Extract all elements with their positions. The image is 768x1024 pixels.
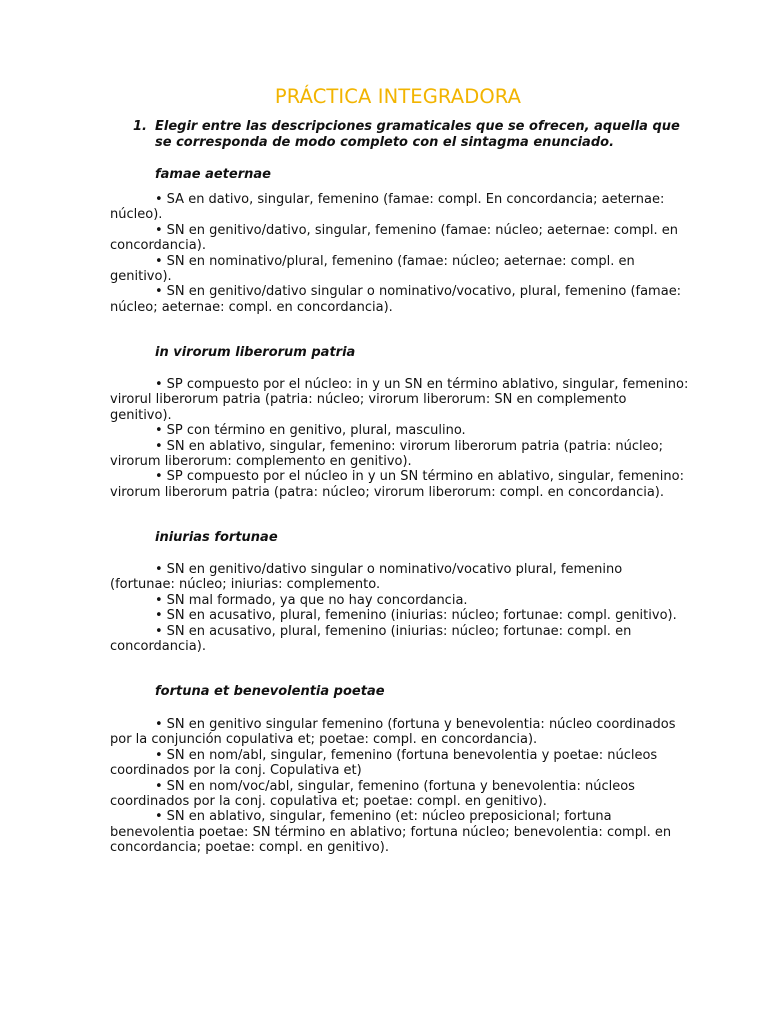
option-text: SN mal formado, ya que no hay concordancia.	[166, 592, 468, 608]
bullet-icon: •	[155, 778, 163, 794]
bullet-icon: •	[155, 253, 163, 269]
bullet-icon: •	[155, 423, 163, 439]
instruction-number: 1.	[133, 119, 147, 134]
option-item	[110, 593, 690, 608]
option-item	[110, 748, 690, 779]
option-text: SN en nominativo/plural, femenino (famae: núcleo; aeternae: compl. en genitivo).	[110, 253, 635, 285]
section-heading: in virorum liberorum patria	[155, 345, 356, 360]
option-item	[110, 779, 690, 810]
bullet-icon: •	[155, 469, 163, 485]
option-text: SN en ablativo, singular, femenino (et: núcleo preposicional; fortuna benevolentia poetae: SN término en ablativo; fortuna núcleo; benevolentia: compl. en concordancia; poetae: compl. en genitivo).	[110, 809, 672, 856]
bullet-icon: •	[155, 608, 163, 624]
section-heading: fortuna et benevolentia poetae	[155, 684, 385, 699]
bullet-icon: •	[155, 623, 163, 639]
option-text: SN en genitivo/dativo, singular, femenino (famae: núcleo; aeternae: compl. en concordancia).	[110, 222, 679, 254]
bullet-icon: •	[155, 222, 163, 238]
instruction-text: Elegir entre las descripciones gramaticales que se ofrecen, aquella que se corresponda de modo completo con el sintagma enunciado.	[155, 119, 680, 150]
option-item	[110, 562, 690, 593]
options-list	[110, 192, 690, 315]
option-item	[110, 284, 690, 315]
option-text: SP compuesto por el núcleo: in y un SN en término ablativo, singular, femenino: virorul liberorum patria (patria: núcleo; virorum liberorum: SN en complemento genitivo).	[110, 377, 689, 423]
bullet-icon: •	[155, 438, 163, 454]
option-item	[110, 469, 690, 500]
option-item	[110, 423, 690, 438]
page-title: PRÁCTICA INTEGRADORA	[274, 85, 522, 108]
option-item	[110, 717, 690, 748]
options-list	[110, 717, 690, 856]
section-heading: famae aeternae	[155, 167, 271, 182]
bullet-icon: •	[155, 747, 163, 763]
section-heading: iniurias fortunae	[155, 530, 278, 545]
option-item	[110, 254, 690, 285]
option-item	[110, 608, 690, 623]
option-item	[110, 377, 690, 423]
option-text: SN en genitivo singular femenino (fortuna y benevolentia: núcleo coordinados por la conjunción copulativa et; poetae: compl. en concordancia).	[110, 717, 676, 748]
option-text: SA en dativo, singular, femenino (famae: compl. En concordancia; aeternae: núcleo).	[110, 192, 665, 223]
bullet-icon: •	[155, 809, 163, 825]
option-text: SP con término en genitivo, plural, masculino.	[166, 423, 466, 439]
bullet-icon: •	[155, 562, 163, 577]
bullet-icon: •	[155, 284, 163, 300]
option-text: SN en ablativo, singular, femenino: virorum liberorum patria (patria: núcleo; virorum liberorum: complemento en genitivo).	[110, 438, 663, 470]
instruction	[133, 119, 693, 151]
option-text: SN en acusativo, plural, femenino (iniurias: núcleo; fortunae: compl. genitivo).	[166, 608, 677, 624]
option-text: SN en nom/abl, singular, femenino (fortuna benevolentia y poetae: núcleos coordinados por la conj. Copulativa et)	[110, 747, 658, 779]
option-text: SN en acusativo, plural, femenino (iniurias: núcleo; fortunae: compl. en concordancia).	[110, 623, 632, 655]
bullet-icon: •	[155, 592, 163, 608]
bullet-icon: •	[155, 377, 163, 392]
option-text: SP compuesto por el núcleo in y un SN término en ablativo, singular, femenino: virorum liberorum patria (patra: núcleo; virorum liberorum: compl. en concordancia).	[110, 469, 684, 500]
bullet-icon: •	[155, 192, 163, 207]
option-text: SN en nom/voc/abl, singular, femenino (fortuna y benevolentia: núcleos coordinados por la conj. copulativa et; poetae: compl. en genitivo).	[110, 778, 635, 810]
option-item	[110, 624, 690, 655]
bullet-icon: •	[155, 717, 163, 732]
options-list	[110, 377, 690, 500]
option-item	[110, 192, 690, 223]
option-text: SN en genitivo/dativo singular o nominativo/vocativo plural, femenino (fortunae: núcleo; iniurias: complemento.	[110, 562, 623, 593]
option-item	[110, 809, 690, 855]
option-text: SN en genitivo/dativo singular o nominativo/vocativo, plural, femenino (famae: núcleo; aeternae: compl. en concordancia).	[110, 284, 682, 315]
options-list	[110, 562, 690, 654]
option-item	[110, 223, 690, 254]
option-item	[110, 439, 690, 470]
